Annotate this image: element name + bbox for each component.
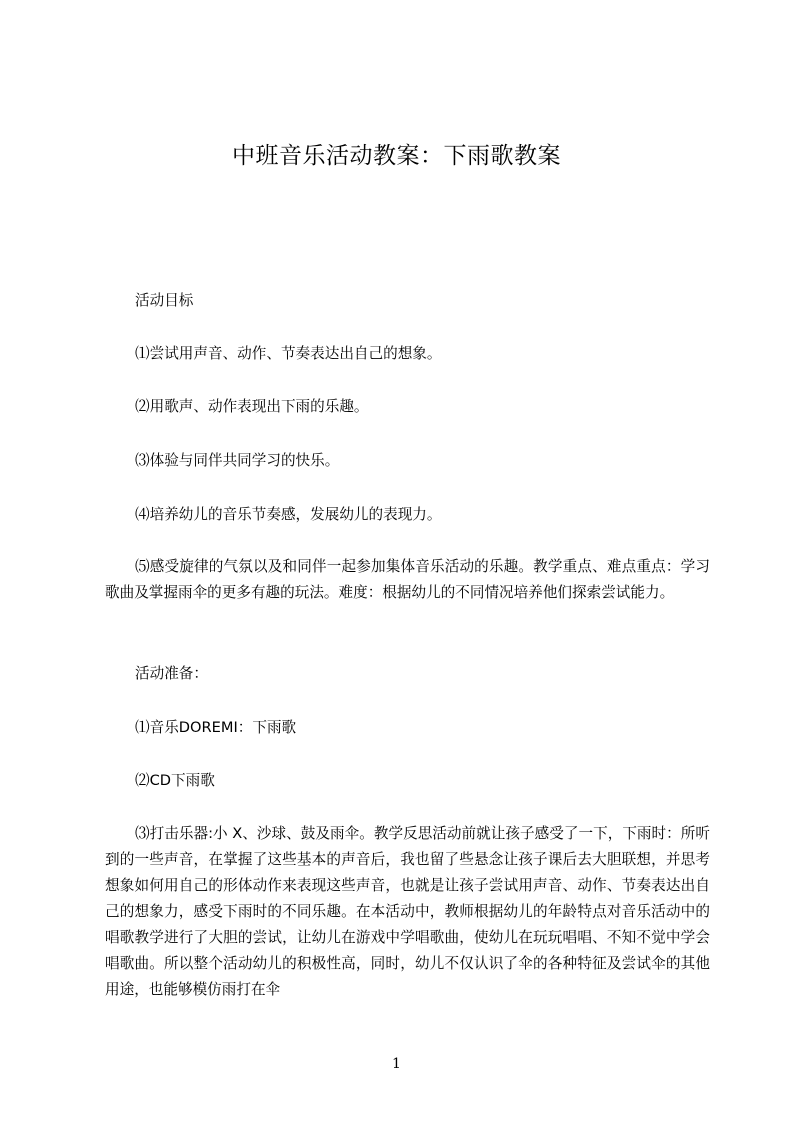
page-number: 1 [392,1056,401,1072]
goal-item-5: ⑸感受旋律的气氛以及和同伴一起参加集体音乐活动的乐趣。教学重点、难点重点：学习歌曲及掌握雨伞的更多有趣的玩法。难度：根据幼儿的不同情况培养他们探索尝试能力。 [105,558,710,601]
goal-item-4: ⑷培养幼儿的音乐节奏感，发展幼儿的表现力。 [135,506,442,523]
goal-item-3: ⑶体验与同伴共同学习的快乐。 [135,452,340,469]
preparation-item-3: ⑶打击乐器:小 X、沙球、鼓及雨伞。教学反思活动前就让孩子感受了一下，下雨时：所听到的一些声音，在掌握了这些基本的声音后，我也留了些悬念让孩子课后去大胆联想，并思考想象如何用自己的形体动作来表现这些声音，也就是让孩子尝试用声音、动作、节奏表达出自己的想象力，感受下雨时的不同乐趣。在本活动中，教师根据幼儿的年龄特点对音乐活动中的唱歌教学进行了大胆的尝试，让幼儿在游戏中学唱歌曲，使幼儿在玩玩唱唱、不知不觉中学会唱歌曲。所以整个活动幼儿的积极性高，同时，幼儿不仅认识了伞的各种特征及尝试伞的其他用途，也能够模仿雨打在伞 [105,825,710,998]
preparation-item-2: ⑵CD下雨歌 [135,772,215,789]
goal-item-2: ⑵用歌声、动作表现出下雨的乐趣。 [135,398,369,415]
goal-item-1: ⑴尝试用声音、动作、节奏表达出自己的想象。 [135,345,442,362]
preparation-item-1: ⑴音乐DOREMI：下雨歌 [135,719,297,736]
heading-activity-preparation: 活动准备： [135,665,208,682]
heading-activity-goals: 活动目标 [135,292,194,309]
document-title: 中班音乐活动教案：下雨歌教案 [232,143,561,169]
